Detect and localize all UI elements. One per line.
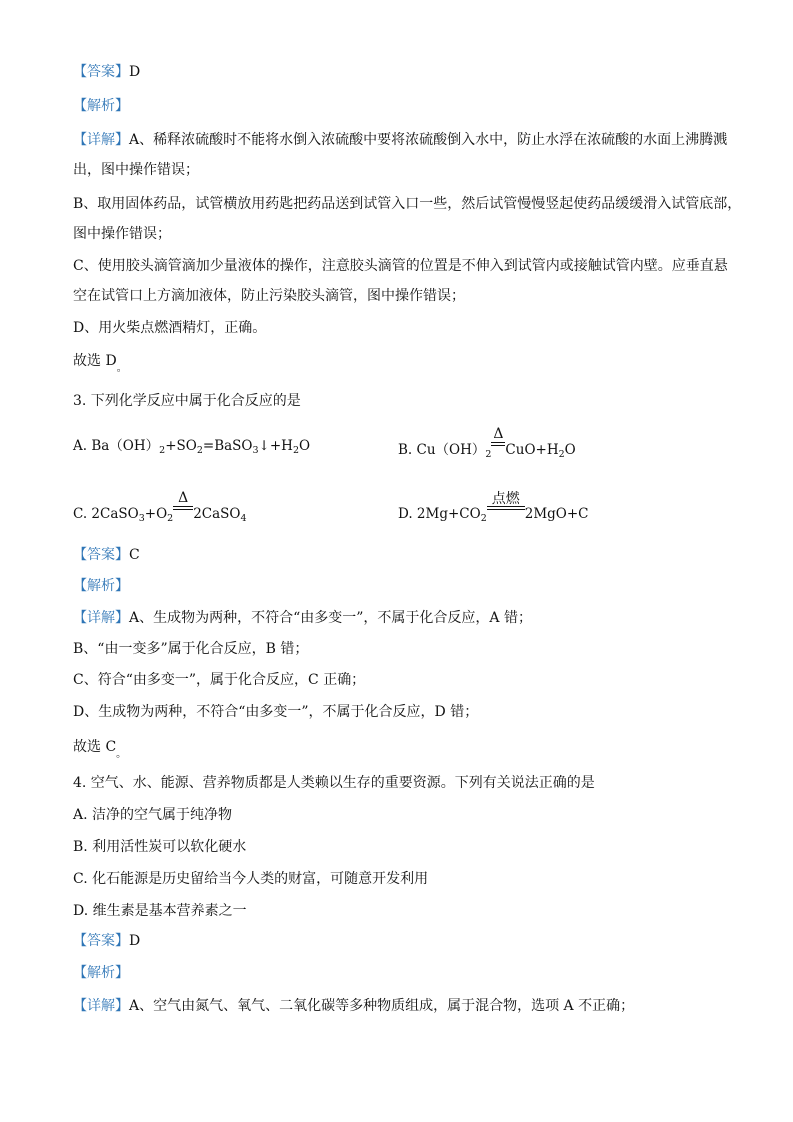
analysis-heading-q3 (73, 576, 129, 596)
answer-value: D (129, 933, 141, 949)
question-3-stem: 3. 下列化学反应中属于化合反应的是 (73, 393, 301, 409)
answer-value: C (129, 547, 140, 563)
detail-tag: 【详解】 (73, 132, 129, 148)
answer-value: D (129, 64, 141, 80)
answer-line-q2 (73, 62, 140, 82)
detail-tag: 【详解】 (73, 610, 129, 626)
conclusion-line: 故选 $C_。$ (73, 739, 127, 760)
detail-line: 图中操作错误； (73, 226, 171, 242)
answer-tag: 【答案】 (73, 933, 129, 949)
analysis-heading-q4 (73, 963, 129, 983)
option-c: C. $2CaSO_3+O_2$ Δ 2CaSO$_4$ (73, 490, 247, 524)
detail-line: D、用火柴点燃酒精灯，正确。 (73, 320, 267, 336)
detail-line: 【详解】A、空气由氮气、氧气、二氧化碳等多种物质组成，属于混合物，选项 A 不正确； (73, 998, 635, 1014)
option-b: B. $Cu(OH)_2$ Δ $CuO+H_2O$ (398, 426, 576, 460)
option-a: A. $Ba(OH)_2+SO_2=BaSO_3↓+H_2O$ (73, 438, 311, 456)
answer-line-q4 (73, 931, 140, 951)
detail-line: 【详解】A、生成物为两种，不符合“由多变一”，不属于化合反应，A 错； (73, 610, 532, 626)
detail-line: C、符合“由多变一”，属于化合反应，C 正确； (73, 672, 366, 688)
option-a: A. 洁净的空气属于纯净物 (73, 807, 233, 823)
option-b: B. 利用活性炭可以软化硬水 (73, 839, 247, 855)
detail-tag: 【详解】 (73, 998, 129, 1014)
detail-line: B、取用固体药品，试管横放用药匙把药品送到试管入口一些，然后试管慢慢竖起使药品缓缓滑入试管底部， (73, 196, 742, 212)
analysis-tag: 【解析】 (73, 965, 129, 981)
question-4-stem: 4. 空气、水、能源、营养物质都是人类赖以生存的重要资源。下列有关说法正确的是 (73, 775, 595, 791)
answer-line-q3 (73, 545, 140, 565)
analysis-heading-q2 (73, 96, 129, 116)
detail-line: 出，图中操作错误； (73, 162, 199, 178)
reaction-condition: Δ (491, 436, 505, 454)
detail-line: B、“由一变多”属于化合反应，B 错； (73, 641, 309, 657)
option-d: D. $2Mg+CO_2$ 点燃 2MgO+C (398, 491, 589, 524)
option-c: C. 化石能源是历史留给当今人类的财富，可随意开发利用 (73, 871, 429, 887)
answer-tag: 【答案】 (73, 547, 129, 563)
detail-line: D、生成物为两种，不符合“由多变一”，不属于化合反应，D 错； (73, 704, 479, 720)
detail-line: 空在试管口上方滴加液体，防止污染胶头滴管，图中操作错误； (73, 288, 465, 304)
option-d: D. 维生素是基本营养素之一 (73, 903, 247, 919)
analysis-tag: 【解析】 (73, 578, 129, 594)
conclusion-line: 故选 $D_。$ (73, 353, 127, 374)
reaction-condition: 点燃 (487, 500, 525, 518)
reaction-condition: Δ (173, 500, 193, 518)
detail-line: 【详解】A、稀释浓硫酸时不能将水倒入浓硫酸中要将浓硫酸倒入水中，防止水浮在浓硫酸的水面上沸腾溅 (73, 132, 728, 148)
answer-tag: 【答案】 (73, 64, 129, 80)
detail-line: C、使用胶头滴管滴加少量液体的操作，注意胶头滴管的位置是不伸入到试管内或接触试管内壁。应垂直悬 (73, 258, 728, 274)
analysis-tag: 【解析】 (73, 98, 129, 114)
